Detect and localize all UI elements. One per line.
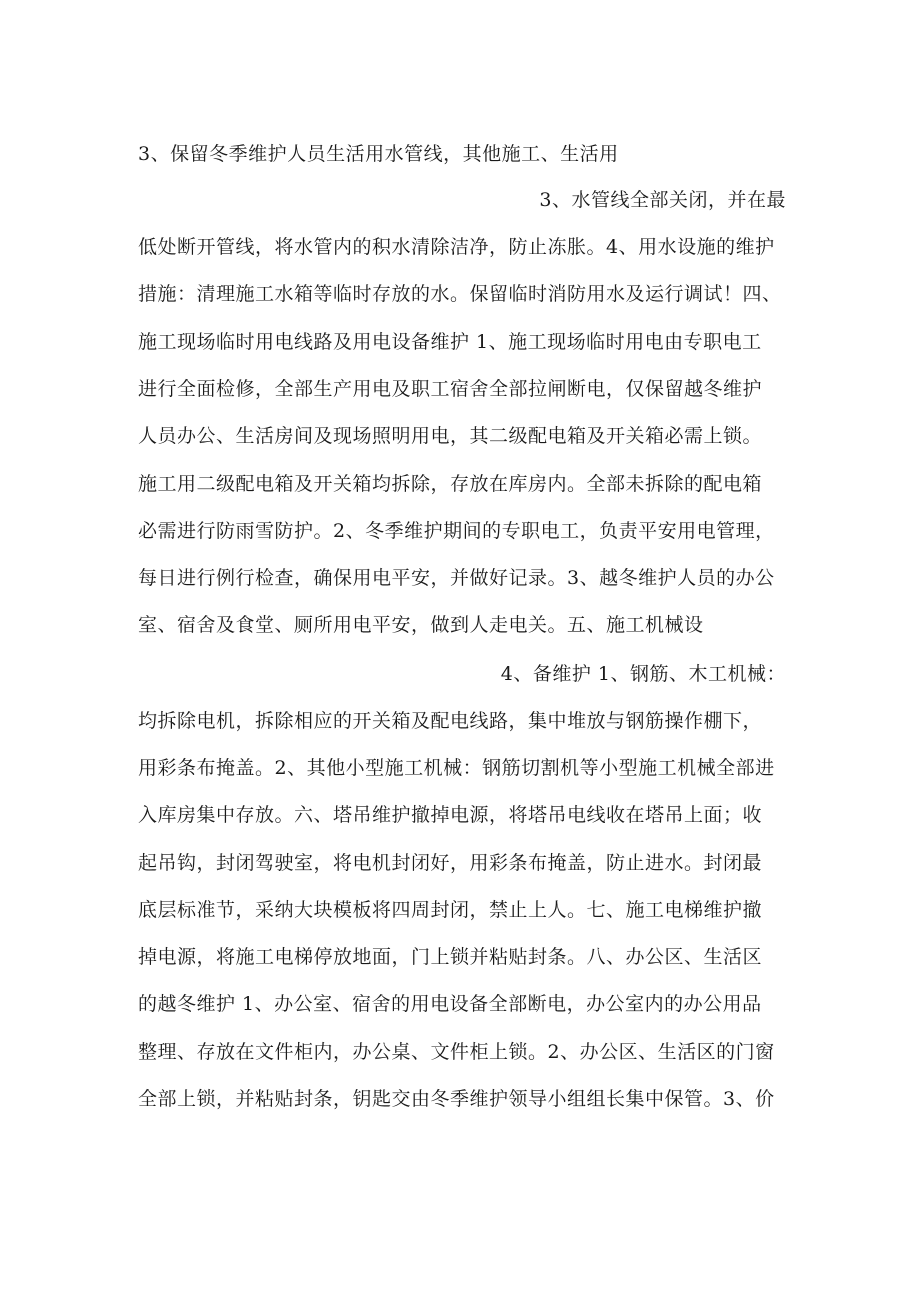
text-line-3: 低处断开管线，将水管内的积水清除洁净，防止冻胀。4、用水设施的维护 bbox=[138, 236, 775, 258]
text-line-9: 必需进行防雨雪防护。2、冬季维护期间的专职电工，负责平安用电管理， bbox=[138, 520, 775, 542]
text-line-18: 掉电源，将施工电梯停放地面，门上锁并粘贴封条。八、办公区、生活区 bbox=[138, 946, 763, 968]
text-line-1: 3、保留冬季维护人员生活用水管线，其他施工、生活用 bbox=[138, 143, 619, 165]
text-line-5: 施工现场临时用电线路及用电设备维护 1、施工现场临时用电由专职电工 bbox=[138, 331, 762, 353]
text-line-10: 每日进行例行检查，确保用电平安，并做好记录。3、越冬维护人员的办公 bbox=[138, 567, 775, 589]
text-line-14: 用彩条布掩盖。2、其他小型施工机械：钢筋切割机等小型施工机械全部进 bbox=[138, 757, 775, 779]
text-line-8: 施工用二级配电箱及开关箱均拆除，存放在库房内。全部未拆除的配电箱 bbox=[138, 473, 763, 495]
text-line-4: 措施：清理施工水箱等临时存放的水。保留临时消防用水及运行调试！四、 bbox=[138, 283, 782, 305]
text-line-13: 均拆除电机，拆除相应的开关箱及配电线路，集中堆放与钢筋操作棚下， bbox=[138, 710, 763, 732]
text-line-17: 底层标准节，采纳大块模板将四周封闭，禁止上人。七、施工电梯维护撤 bbox=[138, 899, 763, 921]
text-line-19: 的越冬维护 1、办公室、宿舍的用电设备全部断电，办公室内的办公用品 bbox=[138, 993, 762, 1015]
text-line-7: 人员办公、生活房间及现场照明用电，其二级配电箱及开关箱必需上锁。 bbox=[138, 425, 763, 447]
text-line-6: 进行全面检修，全部生产用电及职工宿舍全部拉闸断电，仅保留越冬维护 bbox=[138, 378, 763, 400]
text-line-21: 全部上锁，并粘贴封条，钥匙交由冬季维护领导小组组长集中保管。3、价 bbox=[138, 1088, 775, 1110]
text-line-12: 4、备维护 1、钢筋、木工机械： bbox=[500, 663, 786, 685]
text-line-16: 起吊钩，封闭驾驶室，将电机封闭好，用彩条布掩盖，防止进水。封闭最 bbox=[138, 852, 763, 874]
text-line-20: 整理、存放在文件柜内，办公桌、文件柜上锁。2、办公区、生活区的门窗 bbox=[138, 1041, 775, 1063]
text-line-15: 入库房集中存放。六、塔吊维护撤掉电源，将塔吊电线收在塔吊上面；收 bbox=[138, 804, 763, 826]
text-line-2: 3、水管线全部关闭，并在最 bbox=[539, 189, 786, 211]
text-line-11: 室、宿舍及食堂、厕所用电平安，做到人走电关。五、施工机械设 bbox=[138, 614, 704, 636]
